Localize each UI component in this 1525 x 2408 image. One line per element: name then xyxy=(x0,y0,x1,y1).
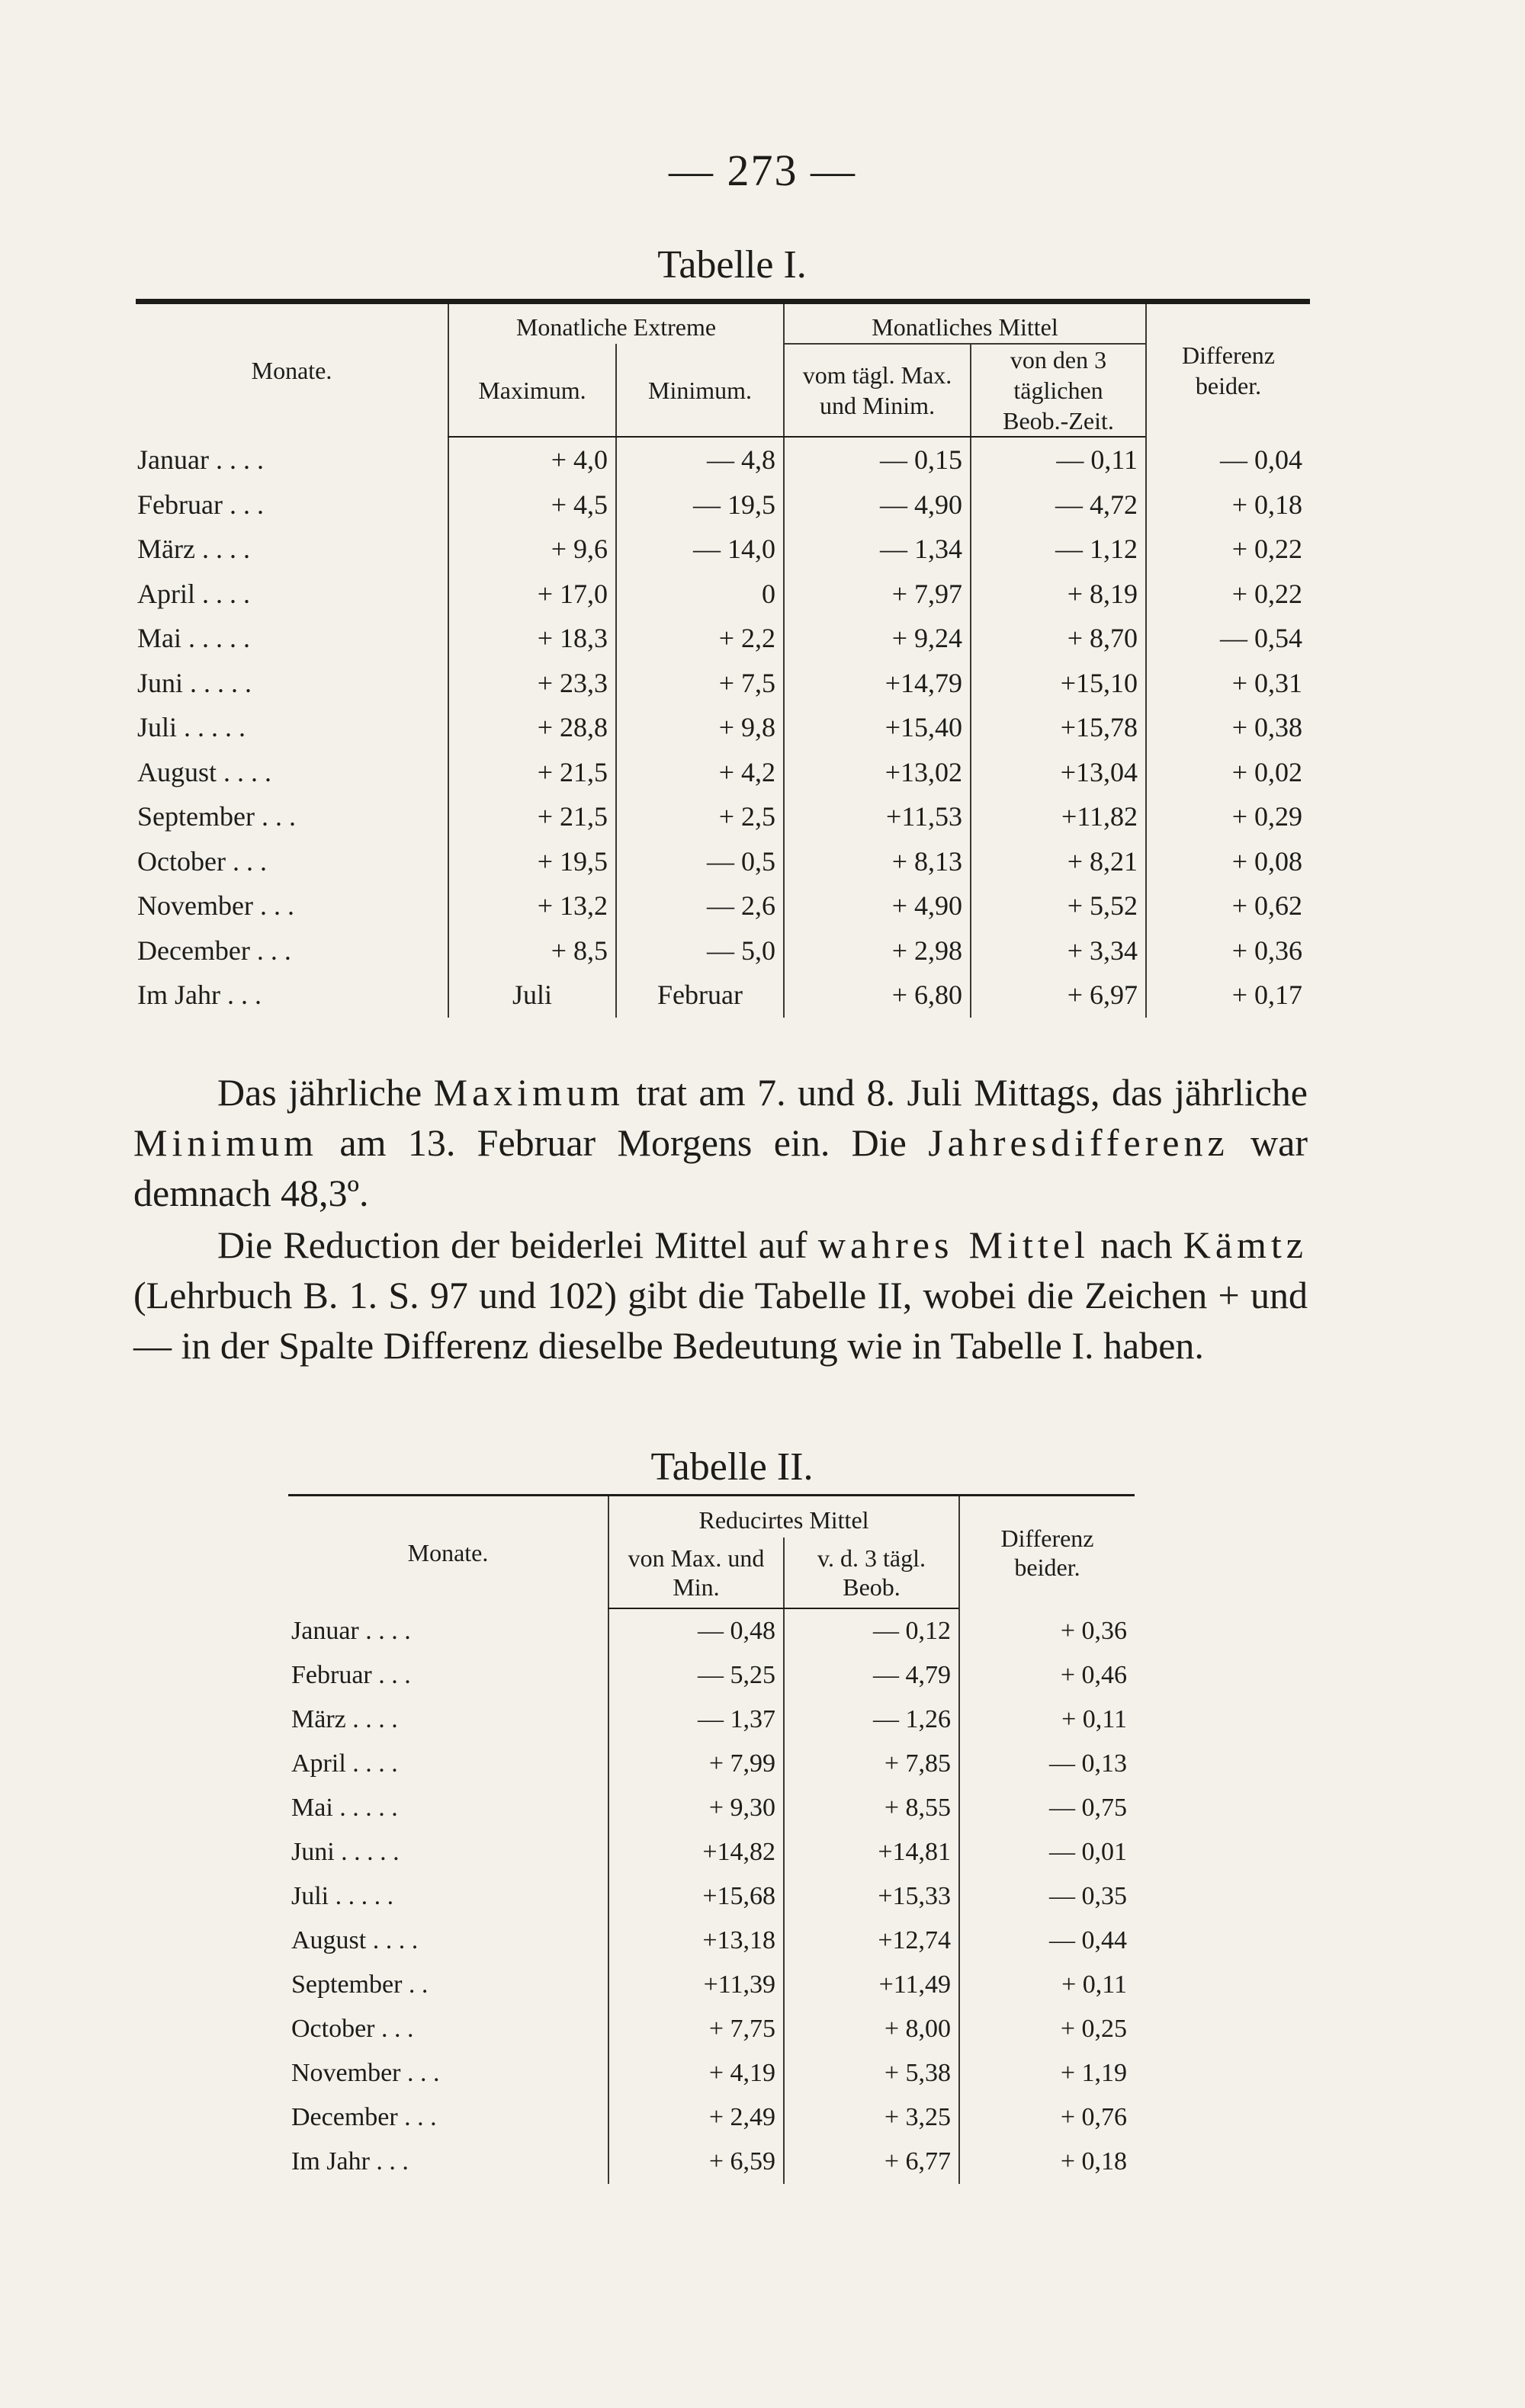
table2-cell-von-max: + 2,49 xyxy=(608,2095,784,2140)
table1-row xyxy=(136,616,1310,661)
table1-cell-diff: + 0,22 xyxy=(1146,527,1310,572)
table1-cell-mittel-beob: + 8,70 xyxy=(971,616,1146,661)
table1-cell-month: November . . . xyxy=(137,890,294,922)
page-number: — 273 — xyxy=(669,146,856,195)
table1-row xyxy=(136,839,1310,884)
table2-cell-von-max: — 5,25 xyxy=(608,1653,784,1698)
text-segment: am 13. Februar Morgens ein. Die xyxy=(318,1121,929,1164)
table1-header-mittel: Monatliches Mittel xyxy=(784,302,1146,345)
text-segment: trat am 7. und 8. Juli Mittags, das jährliche xyxy=(624,1071,1308,1114)
table2-cell-diff: — 0,01 xyxy=(959,1830,1135,1874)
table1-cell-max: + 9,6 xyxy=(448,527,616,572)
table2-cell-month: März . . . . xyxy=(291,1705,398,1733)
table1-cell-diff: + 0,18 xyxy=(1146,483,1310,527)
table2-cell-v-d-3: + 5,38 xyxy=(784,2051,959,2095)
table2-cell-month: Juni . . . . . xyxy=(291,1838,400,1866)
table1-cell-max: + 8,5 xyxy=(448,928,616,973)
table1-cell-mittel-beob: — 0,11 xyxy=(971,437,1146,483)
table1-row xyxy=(136,973,1310,1018)
table1-cell-diff: — 0,04 xyxy=(1146,437,1310,483)
table2-cell-v-d-3: + 7,85 xyxy=(784,1742,959,1786)
table1-header-vom-tagl: vom tägl. Max. und Minim. xyxy=(784,344,971,437)
table1-cell-diff: — 0,54 xyxy=(1146,616,1310,661)
table1-cell-diff: + 0,38 xyxy=(1146,705,1310,750)
table1-cell-min: Februar xyxy=(616,973,784,1018)
table1-cell-mittel-beob: — 1,12 xyxy=(971,527,1146,572)
table1-cell-min: — 5,0 xyxy=(616,928,784,973)
table1-cell-mittel-max-min: — 4,90 xyxy=(784,483,971,527)
table2-cell-diff: + 0,36 xyxy=(959,1608,1135,1653)
table1-row xyxy=(136,483,1310,527)
table1-cell-max: + 21,5 xyxy=(448,750,616,795)
table2-cell-v-d-3: + 3,25 xyxy=(784,2095,959,2140)
table1-cell-mittel-max-min: + 9,24 xyxy=(784,616,971,661)
table2-cell-von-max: +14,82 xyxy=(608,1830,784,1874)
text-segment: Die Reduction der beiderlei Mittel auf xyxy=(217,1223,818,1266)
table2-cell-v-d-3: — 0,12 xyxy=(784,1608,959,1653)
table1-row xyxy=(136,527,1310,572)
table2-cell-von-max: + 6,59 xyxy=(608,2140,784,2184)
table2-cell-month: November . . . xyxy=(291,2059,440,2087)
table1-cell-mittel-beob: +15,78 xyxy=(971,705,1146,750)
table1-cell-mittel-beob: + 5,52 xyxy=(971,883,1146,928)
table2-cell-month: Februar . . . xyxy=(291,1661,411,1689)
table2-cell-month: Im Jahr . . . xyxy=(291,2147,409,2176)
table1-header-von-den: von den 3 täglichen Beob.-Zeit. xyxy=(971,344,1146,437)
table1-cell-mittel-max-min: +14,79 xyxy=(784,661,971,706)
table1-row xyxy=(136,572,1310,617)
table2-cell-diff: + 0,18 xyxy=(959,2140,1135,2184)
table2-row xyxy=(288,2095,1135,2140)
paragraph-extremes xyxy=(133,1067,1308,1218)
table1-cell-min: — 2,6 xyxy=(616,883,784,928)
text-segment: war demnach 48,3º. xyxy=(133,1121,1308,1214)
table1-cell-mittel-beob: + 8,21 xyxy=(971,839,1146,884)
table1-cell-month: Im Jahr . . . xyxy=(137,980,262,1011)
table2-header-v-d-3: v. d. 3 tägl. Beob. xyxy=(784,1537,959,1608)
table1-cell-min: — 19,5 xyxy=(616,483,784,527)
text-emphasis: wahres Mittel xyxy=(817,1223,1090,1266)
table2-row xyxy=(288,1830,1135,1874)
table2-cell-v-d-3: +12,74 xyxy=(784,1919,959,1963)
table1-cell-month: April . . . . xyxy=(137,578,250,609)
table1-header-maximum: Maximum. xyxy=(448,344,616,437)
table2-row xyxy=(288,1742,1135,1786)
table2-cell-diff: — 0,13 xyxy=(959,1742,1135,1786)
table2-cell-von-max: +13,18 xyxy=(608,1919,784,1963)
table1-cell-max: Juli xyxy=(448,973,616,1018)
table1-row xyxy=(136,750,1310,795)
table2-cell-diff: + 0,46 xyxy=(959,1653,1135,1698)
table2-cell-diff: + 1,19 xyxy=(959,2051,1135,2095)
table1-cell-month: Februar . . . xyxy=(137,489,264,520)
text-emphasis: Minimum xyxy=(133,1121,319,1164)
table1-cell-diff: + 0,22 xyxy=(1146,572,1310,617)
table2-row xyxy=(288,2007,1135,2051)
table1-cell-min: + 2,5 xyxy=(616,794,784,839)
table1-cell-mittel-max-min: + 4,90 xyxy=(784,883,971,928)
table1-cell-mittel-beob: + 8,19 xyxy=(971,572,1146,617)
table1-cell-max: + 28,8 xyxy=(448,705,616,750)
table1-cell-diff: + 0,36 xyxy=(1146,928,1310,973)
table1-cell-month: Mai . . . . . xyxy=(137,623,250,654)
text-emphasis: Kämtz xyxy=(1183,1223,1308,1266)
table1-cell-mittel-max-min: — 0,15 xyxy=(784,437,971,483)
table2-cell-diff: — 0,75 xyxy=(959,1786,1135,1830)
table1-cell-max: + 13,2 xyxy=(448,883,616,928)
table1-cell-min: — 0,5 xyxy=(616,839,784,884)
table2-header-von-max: von Max. und Min. xyxy=(608,1537,784,1608)
table1-row xyxy=(136,437,1310,483)
table1-cell-diff: + 0,02 xyxy=(1146,750,1310,795)
table1-cell-min: + 2,2 xyxy=(616,616,784,661)
table2-cell-von-max: +11,39 xyxy=(608,1963,784,2007)
table1-cell-diff: + 0,17 xyxy=(1146,973,1310,1018)
table2-cell-von-max: + 7,99 xyxy=(608,1742,784,1786)
table2-cell-von-max: + 7,75 xyxy=(608,2007,784,2051)
table1-header-extreme: Monatliche Extreme xyxy=(448,302,784,345)
table2-body xyxy=(288,1608,1135,2184)
table1-cell-mittel-max-min: +11,53 xyxy=(784,794,971,839)
table1-cell-min: — 14,0 xyxy=(616,527,784,572)
table1-cell-max: + 18,3 xyxy=(448,616,616,661)
text-emphasis: Jahresdifferenz xyxy=(928,1121,1229,1164)
table2-cell-v-d-3: — 4,79 xyxy=(784,1653,959,1698)
table1-cell-diff: + 0,62 xyxy=(1146,883,1310,928)
table2-cell-month: September . . xyxy=(291,1970,429,1999)
table1-cell-mittel-beob: +11,82 xyxy=(971,794,1146,839)
table1-cell-mittel-max-min: — 1,34 xyxy=(784,527,971,572)
text-emphasis: Maximum xyxy=(433,1071,624,1114)
table2-row xyxy=(288,1874,1135,1919)
table2-cell-von-max: — 1,37 xyxy=(608,1698,784,1742)
table1-cell-diff: + 0,29 xyxy=(1146,794,1310,839)
text-segment: (Lehrbuch B. 1. S. 97 und 102) gibt die Tabelle II, wobei die Zeichen + und — in der Spalte Differenz dieselbe Bedeutung wie in Tabelle I. haben. xyxy=(133,1274,1308,1367)
table2-cell-month: Januar . . . . xyxy=(291,1616,411,1645)
table1-cell-month: Juli . . . . . xyxy=(137,712,246,743)
table2-cell-month: October . . . xyxy=(291,2015,414,2043)
table1-title: Tabelle I. xyxy=(657,243,807,287)
table1-cell-min: + 4,2 xyxy=(616,750,784,795)
table1-row xyxy=(136,883,1310,928)
table1-header-differenz: Differenz beider. xyxy=(1146,302,1310,438)
table2-cell-month: Mai . . . . . xyxy=(291,1794,398,1822)
table1-cell-max: + 17,0 xyxy=(448,572,616,617)
table2-cell-month: August . . . . xyxy=(291,1926,419,1954)
table2-row xyxy=(288,2140,1135,2184)
table2-cell-v-d-3: +14,81 xyxy=(784,1830,959,1874)
table2-row xyxy=(288,1698,1135,1742)
table1-cell-month: März . . . . xyxy=(137,534,250,565)
table1-cell-month: September . . . xyxy=(137,801,296,832)
table1-cell-month: Juni . . . . . xyxy=(137,667,252,698)
table1-cell-min: + 9,8 xyxy=(616,705,784,750)
table1-cell-max: + 21,5 xyxy=(448,794,616,839)
table1-cell-mittel-beob: +15,10 xyxy=(971,661,1146,706)
table2-cell-v-d-3: — 1,26 xyxy=(784,1698,959,1742)
table2-cell-month: December . . . xyxy=(291,2103,437,2131)
table1-row xyxy=(136,705,1310,750)
table2-cell-von-max: + 4,19 xyxy=(608,2051,784,2095)
table1-cell-mittel-beob: +13,04 xyxy=(971,750,1146,795)
table1-cell-diff: + 0,31 xyxy=(1146,661,1310,706)
table1-cell-diff: + 0,08 xyxy=(1146,839,1310,884)
table2 xyxy=(288,1494,1135,2184)
table2-cell-diff: + 0,11 xyxy=(959,1698,1135,1742)
table2-cell-v-d-3: + 6,77 xyxy=(784,2140,959,2184)
text-segment: Das jährliche xyxy=(217,1071,434,1114)
table2-cell-diff: + 0,25 xyxy=(959,2007,1135,2051)
table2-cell-v-d-3: + 8,55 xyxy=(784,1786,959,1830)
table2-header-differenz: Differenz beider. xyxy=(959,1496,1135,1609)
table2-title: Tabelle II. xyxy=(650,1445,814,1489)
table2-cell-diff: — 0,44 xyxy=(959,1919,1135,1963)
table2-row xyxy=(288,1919,1135,1963)
table1-row xyxy=(136,928,1310,973)
table1-cell-month: Januar . . . . xyxy=(137,444,264,475)
table1-cell-max: + 23,3 xyxy=(448,661,616,706)
table1-row xyxy=(136,661,1310,706)
table2-cell-diff: + 0,11 xyxy=(959,1963,1135,2007)
table2-cell-von-max: +15,68 xyxy=(608,1874,784,1919)
table2-row xyxy=(288,1963,1135,2007)
table1-cell-mittel-max-min: + 8,13 xyxy=(784,839,971,884)
table2-row xyxy=(288,2051,1135,2095)
table2-header-reducirtes: Reducirtes Mittel xyxy=(608,1496,959,1538)
table1-cell-max: + 19,5 xyxy=(448,839,616,884)
table1-cell-mittel-beob: — 4,72 xyxy=(971,483,1146,527)
table2-cell-von-max: — 0,48 xyxy=(608,1608,784,1653)
table2-cell-v-d-3: +15,33 xyxy=(784,1874,959,1919)
table2-cell-diff: + 0,76 xyxy=(959,2095,1135,2140)
table1-cell-mittel-max-min: + 2,98 xyxy=(784,928,971,973)
table2-header-monate: Monate. xyxy=(288,1496,608,1609)
table1-cell-max: + 4,0 xyxy=(448,437,616,483)
table1-cell-month: December . . . xyxy=(137,935,291,966)
table1-body xyxy=(136,437,1310,1018)
table1 xyxy=(136,299,1310,1018)
table1-cell-max: + 4,5 xyxy=(448,483,616,527)
table1-cell-mittel-max-min: + 6,80 xyxy=(784,973,971,1018)
table2-cell-month: Juli . . . . . xyxy=(291,1882,394,1910)
table2-cell-von-max: + 9,30 xyxy=(608,1786,784,1830)
table1-cell-min: + 7,5 xyxy=(616,661,784,706)
table1-cell-mittel-beob: + 3,34 xyxy=(971,928,1146,973)
text-segment: nach xyxy=(1089,1223,1183,1266)
table1-cell-month: August . . . . xyxy=(137,756,272,787)
table2-cell-month: April . . . . xyxy=(291,1749,398,1778)
table2-row xyxy=(288,1786,1135,1830)
table1-cell-mittel-max-min: +15,40 xyxy=(784,705,971,750)
table1-header-monate: Monate. xyxy=(136,302,448,438)
table1-cell-min: — 4,8 xyxy=(616,437,784,483)
table1-row xyxy=(136,794,1310,839)
table1-cell-mittel-max-min: + 7,97 xyxy=(784,572,971,617)
table2-row xyxy=(288,1653,1135,1698)
table1-cell-mittel-beob: + 6,97 xyxy=(971,973,1146,1018)
table2-cell-v-d-3: + 8,00 xyxy=(784,2007,959,2051)
table2-cell-diff: — 0,35 xyxy=(959,1874,1135,1919)
table1-cell-month: October . . . xyxy=(137,845,267,877)
table1-cell-min: 0 xyxy=(616,572,784,617)
paragraph-reduction xyxy=(133,1220,1308,1371)
table1-header-minimum: Minimum. xyxy=(616,344,784,437)
table2-cell-v-d-3: +11,49 xyxy=(784,1963,959,2007)
table2-row xyxy=(288,1608,1135,1653)
table1-cell-mittel-max-min: +13,02 xyxy=(784,750,971,795)
